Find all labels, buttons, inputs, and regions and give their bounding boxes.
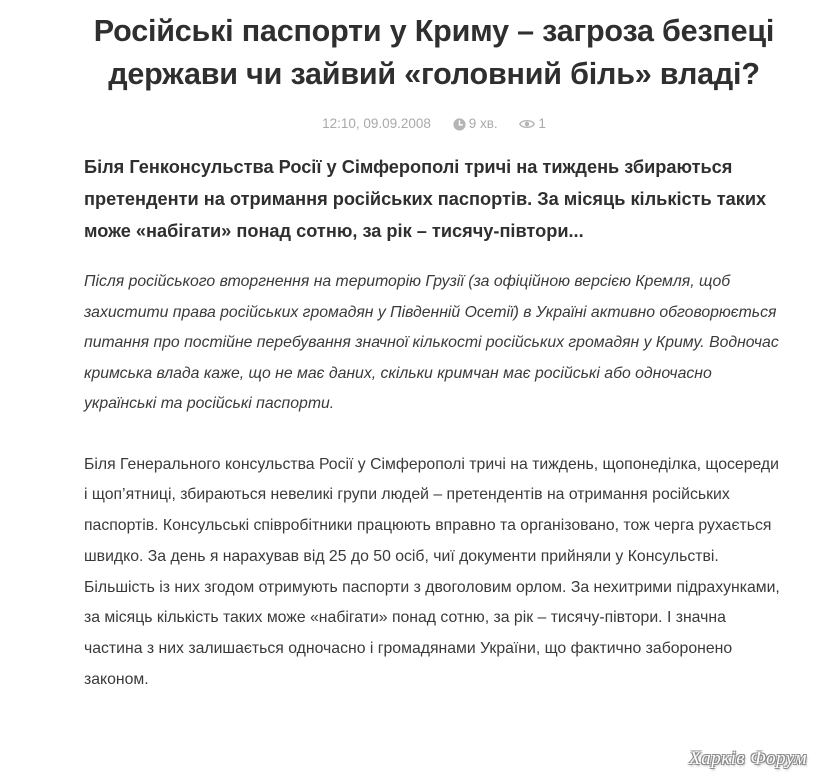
article-intro: Після російського вторгнення на територію Грузії (за офіційною версією Кремля, щоб захистити права російських громадян у Південній Осетії) в Україні активно обговорюється питання про постійне перебування значної кількості російських громадян у Криму. Водночас кримська влада каже, що не має даних, скільки кримчан має російські або одночасно українські та російські паспорти. [84, 273, 779, 412]
article [84, 0, 784, 696]
clock-icon [453, 118, 466, 131]
view-count-text: 1 [538, 116, 546, 132]
article-paragraph: Біля Генерального консульства Росії у Сімферополі тричі на тиждень, щопонеділка, щосереди і щоп’ятниці, збираються невеликі групи людей – претендентів на отримання російських паспортів. Консульські співробітники працюють вправно та організовано, тож черга рухається швидко. За день я нарахував від 25 до 50 осіб, чиї документи прийняли у Консульстві. Більшість із них згодом отримують паспорти з двоголовим орлом. За нехитрими підрахунками, за місяць кількість таких може «набігати» понад сотню, за рік – тисячу-півтори. І значна частина з них залишається одночасно і громадянами України, що фактично заборонено законом. [84, 455, 780, 689]
article-title: Російські паспорти у Криму – загроза безпеці держави чи зайвий «головний біль» владі? [93, 14, 775, 91]
read-time [453, 114, 498, 134]
publish-datetime-text: 12:10, 09.09.2008 [322, 116, 431, 132]
publish-datetime [322, 114, 431, 134]
read-time-text: 9 хв. [468, 116, 498, 132]
watermark-logo: Харків Форум [689, 748, 807, 769]
eye-icon [519, 118, 535, 130]
article-meta [84, 114, 784, 134]
article-lead: Біля Генконсульства Росії у Сімферополі тричі на тиждень збираються претенденти на отримання російських паспортів. За місяць кількість таких може «набігати» понад сотню, за рік – тисячу-півтори... [84, 157, 767, 241]
view-count [519, 114, 546, 134]
